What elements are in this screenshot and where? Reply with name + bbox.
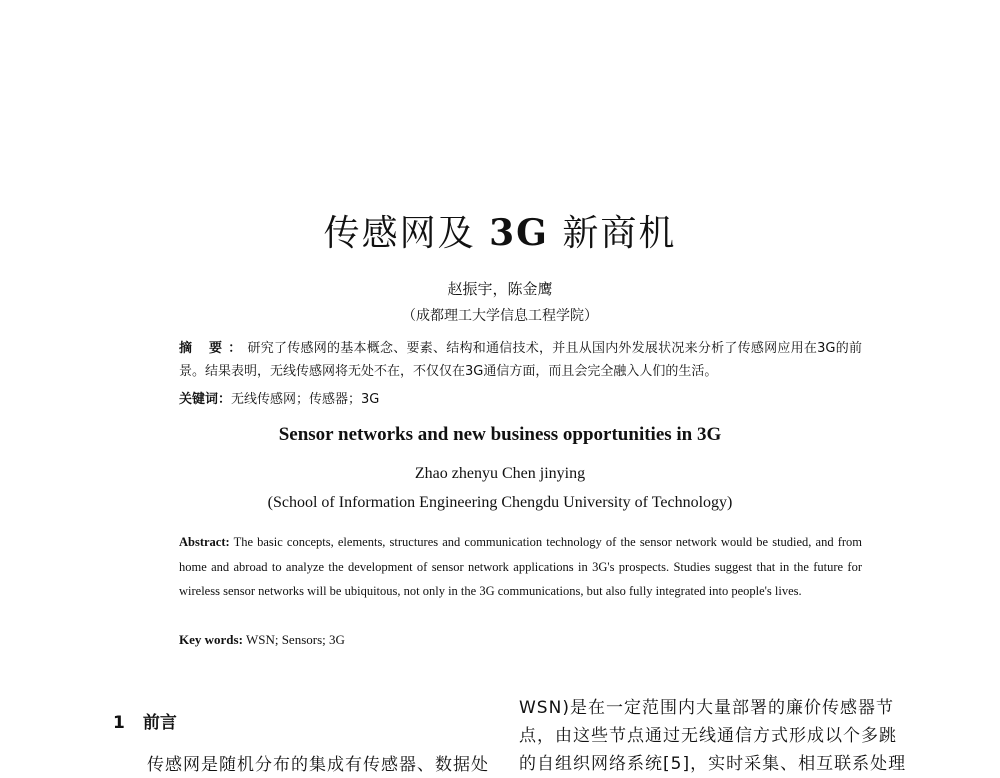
section-number: 1 (113, 713, 125, 733)
keywords-en (179, 632, 859, 648)
keywords-cn-label: 关键词： (179, 392, 232, 407)
section-title: 前言 (142, 713, 177, 733)
title-cn-pre: 传感网及 (323, 213, 476, 254)
abstract-cn-text: 研究了传感网的基本概念、要素、结构和通信技术，并且从国内外发展状况来分析了传感网应用在3G的前景。结果表明，无线传感网将无处不在，不仅仅在3G通信方面，而且会完全融入人们的生活。 (179, 341, 862, 379)
affiliation-en: (School of Information Engineering Chengdu University of Technology) (267, 494, 733, 511)
keywords-en-text: WSN; Sensors; 3G (245, 632, 345, 647)
abstract-cn (147, 337, 862, 383)
section-heading (113, 708, 177, 733)
abstract-en-text: The basic concepts, elements, structures and communication technology of the sensor network would be studied, and from home and abroad to analyze the development of sensor network applications in 3G's prospects. Studies suggest that in the future for wireless sensor networks will be ubiquitous, not only in the 3G communications, but also fully integrated into people's lives. (179, 535, 862, 598)
body-left-line: 传感网是随机分布的集成有传感器、数据处 (147, 755, 489, 775)
abstract-en-label: Abstract: (179, 535, 230, 549)
authors-cn: 赵振宇，陈金鹰 (447, 280, 553, 298)
keywords-en-label: Key words: (179, 632, 243, 647)
body-right-line: WSN)是在一定范围内大量部署的廉价传感器节 (519, 698, 894, 718)
paper-title-en: Sensor networks and new business opportunities in 3G (278, 424, 722, 445)
authors-en: Zhao zhenyu Chen jinying (414, 465, 586, 482)
paper-title-cn (0, 205, 1000, 256)
abstract-en (147, 530, 862, 604)
body-right-line: 点，由这些节点通过无线通信方式形成以个多跳 (519, 726, 897, 746)
keywords-cn (179, 388, 859, 407)
affiliation-cn: （成都理工大学信息工程学院） (402, 308, 598, 324)
title-cn-bold: 3G (489, 212, 549, 254)
body-right-line: 的自组织网络系统[5]，实时采集、相互联系处理 (519, 754, 907, 774)
title-cn-post: 新商机 (562, 213, 677, 254)
keywords-cn-text: 无线传感网；传感器；3G (231, 392, 380, 407)
abstract-cn-label: 摘 要： (179, 341, 248, 356)
body-right-column (519, 694, 907, 778)
